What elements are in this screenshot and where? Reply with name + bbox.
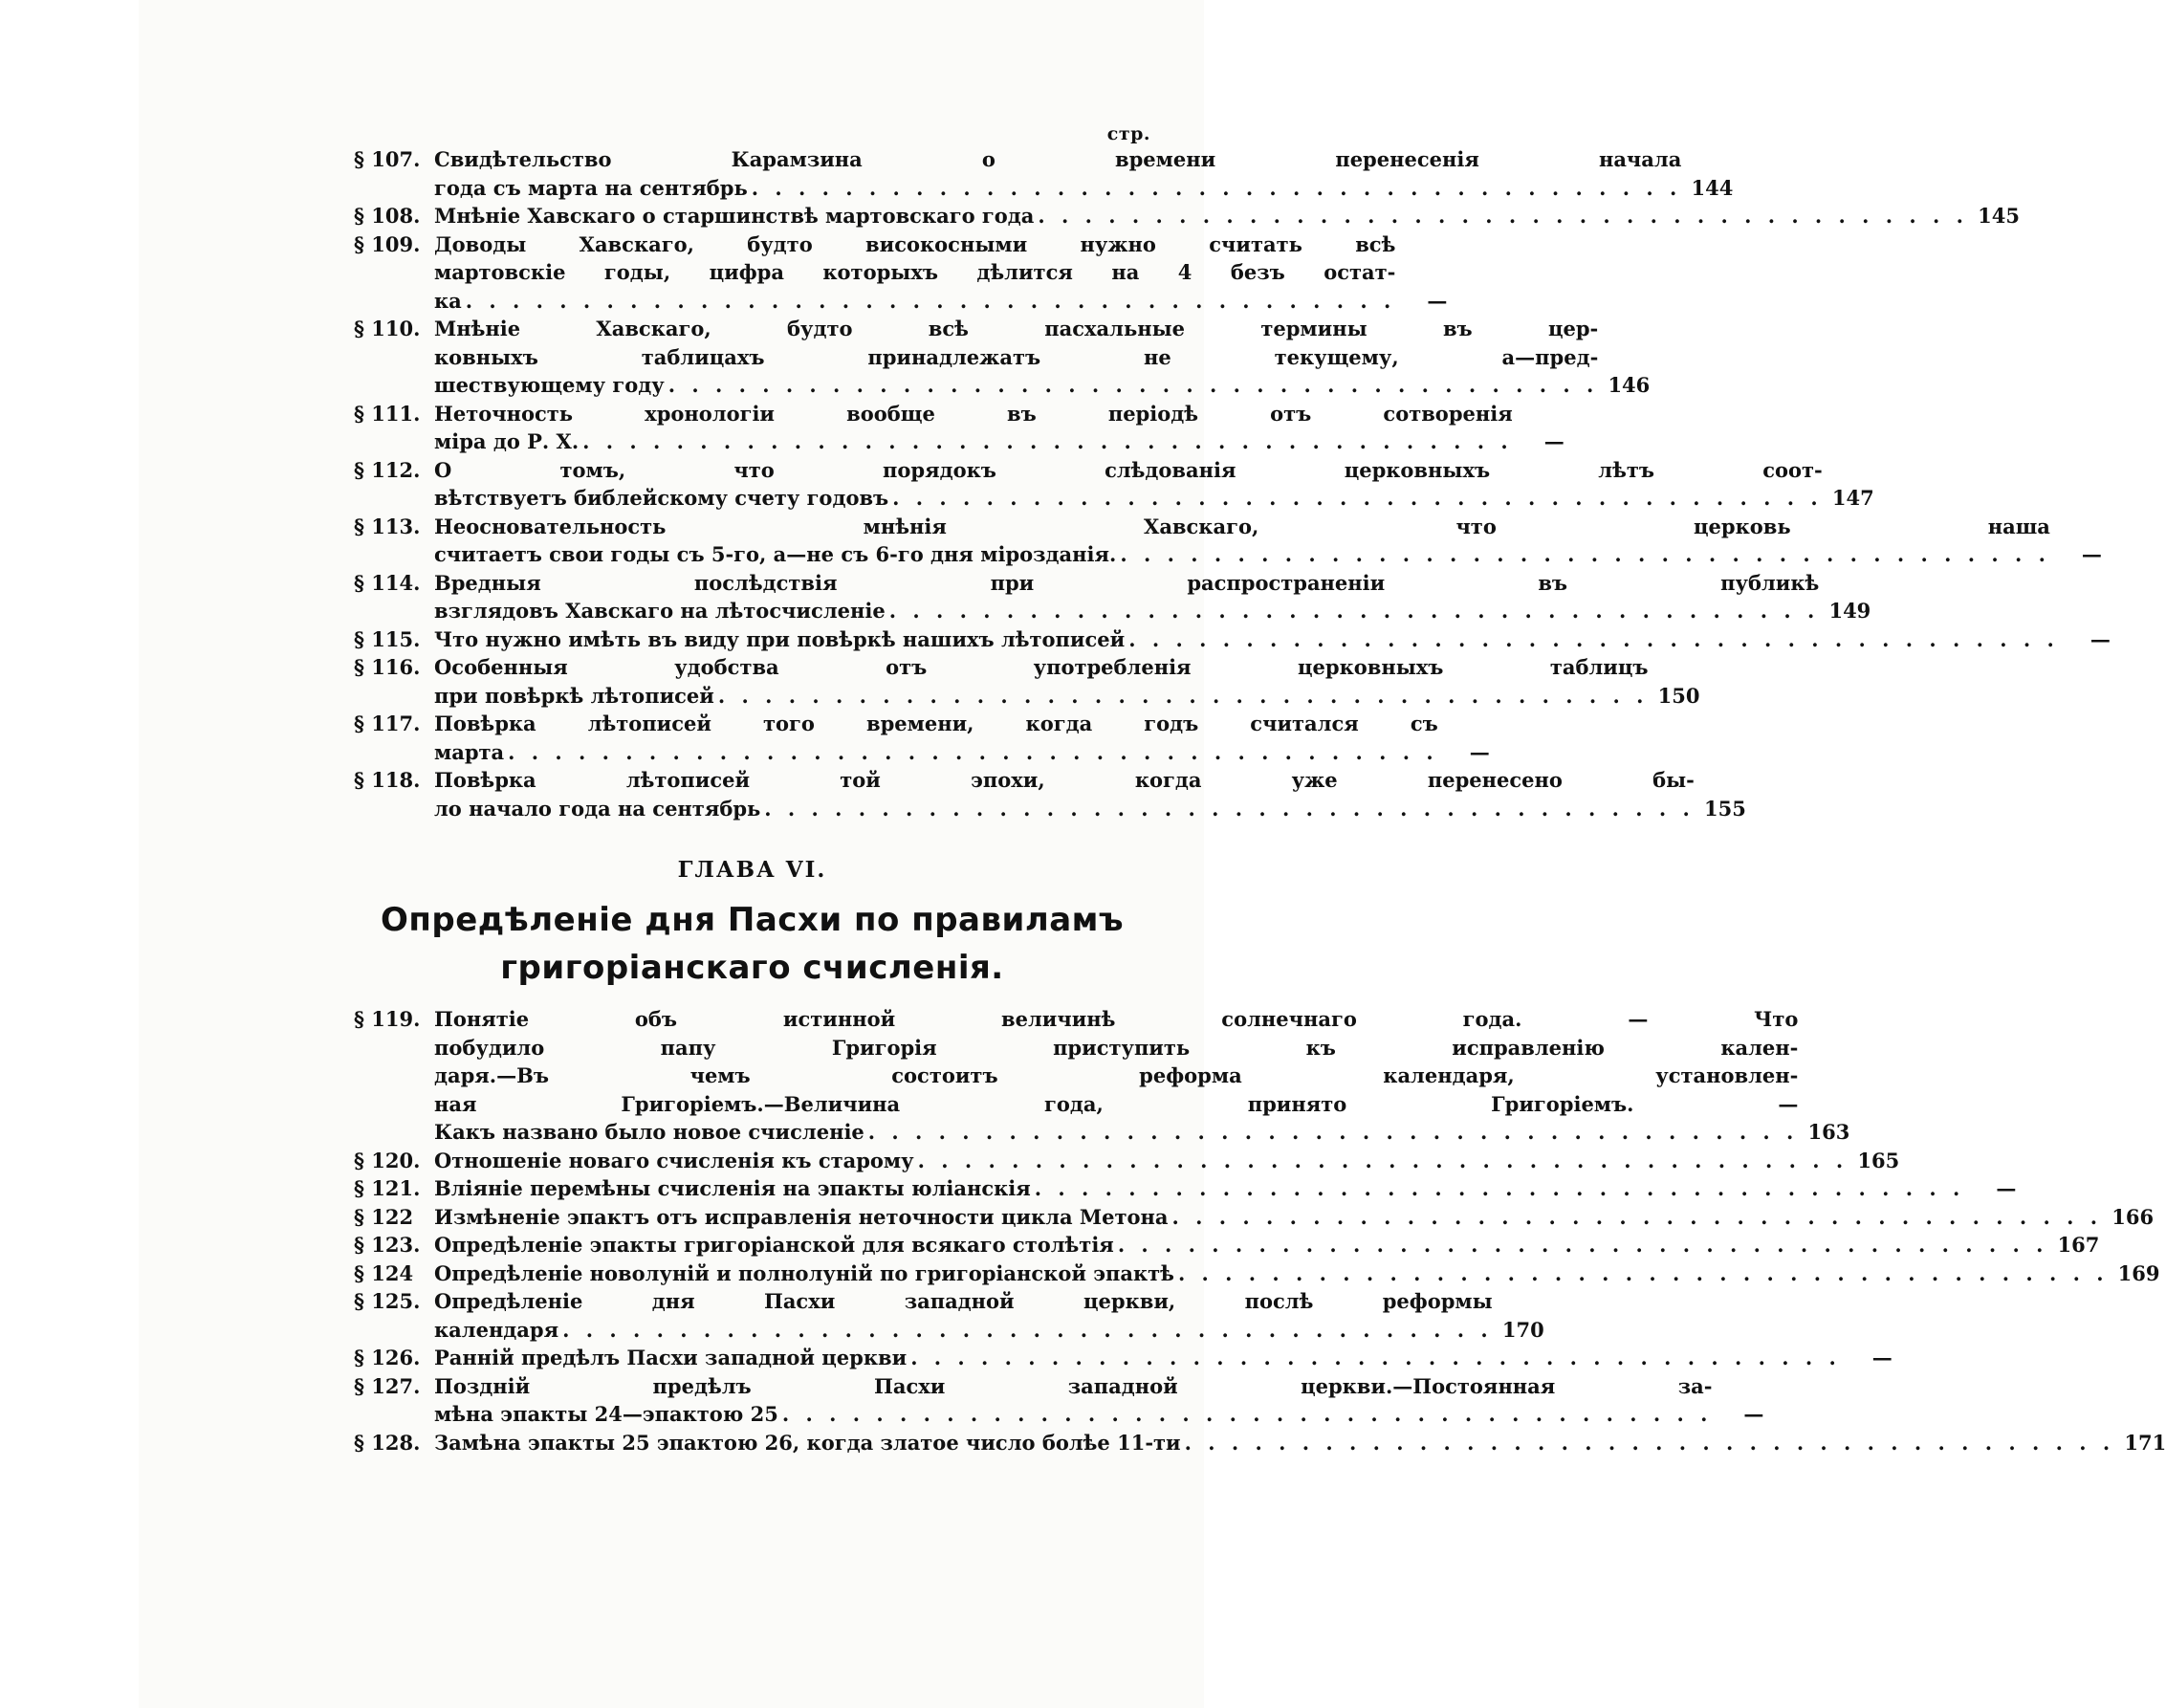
dot-leader: . . . . . . . . . . . . . . . . . . . . . . . . . . . . . . . . . . . . . . . . xyxy=(751,175,1682,200)
entry-text: взглядовъ Хавскаго на лѣтосчисленіе xyxy=(434,599,886,623)
entry-line xyxy=(434,427,1564,456)
entry-text: ка xyxy=(434,288,462,313)
entry-text: міра до Р. Х. xyxy=(434,429,580,453)
entry-text: Неосновательность мнѣнія Хавскаго, что церковь наша xyxy=(434,514,2050,538)
page-number: 146 xyxy=(1608,373,1651,397)
toc-list-chapter-v xyxy=(354,145,2111,822)
toc-entry xyxy=(354,1372,1764,1429)
entry-line xyxy=(434,710,1490,738)
entry-line xyxy=(434,315,1650,343)
toc-entry xyxy=(354,230,1448,316)
section-number: § 119. xyxy=(354,1007,421,1031)
section-number: § 111. xyxy=(354,401,421,426)
toc-entry xyxy=(354,1344,1893,1372)
section-number: § 108. xyxy=(354,204,421,228)
toc-entry xyxy=(354,1147,1900,1175)
entry-text: года съ марта на сентябрь xyxy=(434,175,748,200)
entry-line xyxy=(434,1147,1899,1175)
toc-entry xyxy=(354,1259,2160,1288)
section-number: § 121. xyxy=(354,1176,421,1200)
entry-line xyxy=(434,258,1447,287)
toc-entry xyxy=(354,145,1734,202)
toc-entry xyxy=(354,400,1564,456)
entry-line xyxy=(434,1316,1544,1345)
chapter-label: ГЛАВА VI. xyxy=(677,857,827,883)
dot-leader: . . . . . . . . . . . . . . . . . . . . . . . . . . . . . . . . . . . . . . . . xyxy=(917,1148,1849,1172)
toc-entry xyxy=(354,202,2020,230)
entry-text: Мнѣніе Хавскаго о старшинствѣ мартовскаго года xyxy=(434,204,1035,228)
dot-leader: . . . . . . . . . . . . . . . . . . . . . . . . . . . . . . . . . . . . . . . . xyxy=(888,599,1820,623)
toc-entry xyxy=(354,513,2102,569)
dot-leader: . . . . . . . . . . . . . . . . . . . . . . . . . . . . . . . . . . . . . . . . xyxy=(667,373,1599,397)
dot-leader: . . . . . . . . . . . . . . . . . . . . . . . . . . . . . . . . . . . . . . . . xyxy=(1177,1260,2109,1285)
page-number: — xyxy=(1996,1176,2017,1200)
section-number: § 113. xyxy=(354,514,421,538)
entry-text: Измѣненіе эпактъ отъ исправленія неточности цикла Метона xyxy=(434,1204,1169,1229)
entry-text: Замѣна эпакты 25 эпактою 26, когда златое число болѣе 11-ти xyxy=(434,1430,1181,1455)
section-number: § 107. xyxy=(354,147,421,171)
page-number: — xyxy=(1469,739,1490,764)
page-number: — xyxy=(1743,1402,1764,1426)
entry-text: при повѣркѣ лѣтописей xyxy=(434,683,714,708)
entry-line xyxy=(434,145,1733,174)
entry-line xyxy=(434,569,1871,598)
dot-leader: . . . . . . . . . . . . . . . . . . . . . . . . . . . . . . . . . . . . . . . . xyxy=(892,486,1823,510)
entry-text: Ранній предѣлъ Пасхи западной церкви xyxy=(434,1346,908,1369)
entry-text: Мнѣніе Хавскаго, будто всѣ пасхальные термины въ цер- xyxy=(434,317,1599,340)
page-number: — xyxy=(1543,429,1564,453)
entry-line xyxy=(434,1400,1763,1429)
entry-line xyxy=(434,795,1746,823)
page-number: 150 xyxy=(1657,683,1700,708)
entry-line xyxy=(434,1287,1544,1316)
entry-line xyxy=(434,1005,1849,1034)
page-number: — xyxy=(1871,1346,1893,1369)
entry-text: ная Григоріемъ.—Величина года, принято Григоріемъ. — xyxy=(434,1091,1799,1116)
entry-text: Опредѣленіе дня Пасхи западной церкви, послѣ реформы xyxy=(434,1289,1493,1313)
entry-text: шествующему году xyxy=(434,373,665,397)
section-number: § 124 xyxy=(354,1260,414,1285)
section-number: § 117. xyxy=(354,712,421,735)
page-number: 147 xyxy=(1831,486,1874,510)
entry-text: Повѣрка лѣтописей той эпохи, когда уже перенесено бы- xyxy=(434,768,1695,792)
page-number: 163 xyxy=(1807,1120,1850,1144)
dot-leader: . . . . . . . . . . . . . . . . . . . . . . . . . . . . . . . . . . . . . . . . xyxy=(867,1120,1799,1144)
section-number: § 123. xyxy=(354,1233,421,1257)
section-number: § 120. xyxy=(354,1148,421,1172)
dot-leader: . . . . . . . . . . . . . . . . . . . . . . . . . . . . . . . . . . . . . . . . xyxy=(465,288,1396,313)
entry-line xyxy=(434,766,1746,795)
toc-list-chapter-vi xyxy=(354,1005,2166,1456)
toc-entry xyxy=(354,766,1746,822)
toc-entry xyxy=(354,710,1490,766)
section-number: § 127. xyxy=(354,1373,421,1398)
toc-entry xyxy=(354,625,2111,654)
entry-text: Доводы Хавскаго, будто високосными нужно считать всѣ xyxy=(434,231,1396,256)
dot-leader: . . . . . . . . . . . . . . . . . . . . . . . . . . . . . . . . . . . . . . . . xyxy=(764,796,1695,821)
page-number: 170 xyxy=(1501,1317,1544,1342)
entry-text: марта xyxy=(434,739,505,764)
entry-line xyxy=(434,287,1447,316)
page-scan xyxy=(139,0,2166,1708)
dot-leader: . . . . . . . . . . . . . . . . . . . . . . . . . . . . . . . . . . . . . . . . xyxy=(781,1402,1713,1426)
entry-line xyxy=(434,456,1874,485)
entry-line xyxy=(434,174,1733,203)
page-number: 171 xyxy=(2124,1430,2166,1455)
entry-line xyxy=(434,371,1650,400)
dot-leader: . . . . . . . . . . . . . . . . . . . . . . . . . . . . . . . . . . . . . . . . xyxy=(562,1317,1493,1342)
section-number: § 126. xyxy=(354,1346,421,1369)
entry-line xyxy=(434,1090,1849,1119)
section-number: § 115. xyxy=(354,626,421,651)
entry-line xyxy=(434,343,1650,372)
entry-line xyxy=(434,625,2111,654)
toc-entry xyxy=(354,569,1871,625)
toc-entry xyxy=(354,1429,2166,1457)
chapter-title xyxy=(354,896,1150,992)
entry-line xyxy=(434,1344,1893,1372)
dot-leader: . . . . . . . . . . . . . . . . . . . . . . . . . . . . . . . . . . . . . . . . xyxy=(1171,1204,2103,1229)
entry-line xyxy=(434,484,1874,513)
entry-text: Поздній предѣлъ Пасхи западной церкви.—Постоянная за- xyxy=(434,1373,1713,1398)
entry-line xyxy=(434,400,1564,428)
entry-text: даря.—Въ чемъ состоитъ реформа календаря, установлен- xyxy=(434,1063,1799,1087)
page-number: — xyxy=(1427,288,1448,313)
entry-text: Свидѣтельство Карамзина о времени перенесенія начала xyxy=(434,147,1682,171)
toc-entry xyxy=(354,1203,2155,1232)
page-column-label: стр. xyxy=(1106,123,1150,144)
page-number: 167 xyxy=(2057,1233,2100,1257)
toc-entry xyxy=(354,1231,2100,1259)
entry-text: мѣна эпакты 24—эпактою 25 xyxy=(434,1402,778,1426)
entry-line xyxy=(434,540,2102,569)
page-number: 149 xyxy=(1828,599,1871,623)
toc-entry xyxy=(354,1174,2017,1203)
section-number: § 118. xyxy=(354,768,421,792)
page-number: 169 xyxy=(2117,1260,2160,1285)
entry-line xyxy=(434,1174,2016,1203)
table-of-contents xyxy=(354,122,2166,1456)
entry-text: Опредѣленіе эпакты григоріанской для всякаго столѣтія xyxy=(434,1233,1114,1257)
dot-leader: . . . . . . . . . . . . . . . . . . . . . . . . . . . . . . . . . . . . . . . . xyxy=(1038,204,1968,228)
page-number: 144 xyxy=(1691,175,1734,200)
dot-leader: . . . . . . . . . . . . . . . . . . . . . . . . . . . . . . . . . . . . . . . . xyxy=(910,1346,1841,1369)
dot-leader: . . . . . . . . . . . . . . . . . . . . . . . . . . . . . . . . . . . . . . . . xyxy=(508,739,1438,764)
section-number: § 112. xyxy=(354,457,421,482)
entry-text: Отношеніе новаго счисленія къ старому xyxy=(434,1148,914,1172)
page-number: — xyxy=(2081,542,2102,566)
dot-leader: . . . . . . . . . . . . . . . . . . . . . . . . . . . . . . . . . . . . . . . . xyxy=(582,429,1513,453)
entry-line xyxy=(434,202,2020,230)
page-number: 165 xyxy=(1857,1148,1900,1172)
entry-line xyxy=(434,597,1871,625)
entry-line xyxy=(434,1259,2160,1288)
entry-text: Понятіе объ истинной величинѣ солнечнаго года. — Что xyxy=(434,1007,1799,1031)
section-number: § 114. xyxy=(354,570,421,595)
dot-leader: . . . . . . . . . . . . . . . . . . . . . . . . . . . . . . . . . . . . . . . . xyxy=(717,683,1649,708)
section-number: § 122 xyxy=(354,1204,414,1229)
dot-leader: . . . . . . . . . . . . . . . . . . . . . . . . . . . . . . . . . . . . . . . . xyxy=(1184,1430,2115,1455)
entry-line xyxy=(434,1062,1849,1090)
entry-text: Опредѣленіе новолуній и полнолуній по григоріанской эпактѣ xyxy=(434,1260,1174,1285)
entry-line xyxy=(434,653,1699,682)
section-number: § 109. xyxy=(354,231,421,256)
section-number: § 128. xyxy=(354,1430,421,1455)
entry-text: Что нужно имѣть въ виду при повѣркѣ нашихъ лѣтописей xyxy=(434,626,1126,651)
toc-entry xyxy=(354,1005,1850,1147)
entry-text: ковныхъ таблицахъ принадлежатъ не текущему, а—пред- xyxy=(434,344,1599,369)
entry-line xyxy=(434,1372,1763,1401)
entry-text: Неточность хронологіи вообще въ періодѣ отъ сотворенія xyxy=(434,401,1513,426)
entry-text: считаетъ свои годы съ 5-го, а—не съ 6-го дня мірозданія. xyxy=(434,542,1117,566)
section-number: § 125. xyxy=(354,1289,421,1313)
entry-line xyxy=(434,1231,2099,1259)
entry-text: мартовскіе годы, цифра которыхъ дѣлится на 4 безъ остат- xyxy=(434,260,1396,284)
chapter-title-line-1: Опредѣленіе дня Пасхи по правиламъ xyxy=(380,901,1125,939)
entry-line xyxy=(434,1034,1849,1062)
entry-text: календаря xyxy=(434,1317,559,1342)
entry-line xyxy=(434,513,2102,541)
page-number: 145 xyxy=(1978,204,2020,228)
entry-line xyxy=(434,1429,2166,1457)
entry-text: Какъ названо было новое счисленіе xyxy=(434,1120,864,1144)
toc-entry xyxy=(354,456,1874,513)
dot-leader: . . . . . . . . . . . . . . . . . . . . . . . . . . . . . . . . . . . . . . . . xyxy=(1117,1233,2048,1257)
dot-leader: . . . . . . . . . . . . . . . . . . . . . . . . . . . . . . . . . . . . . . . . xyxy=(1120,542,2050,566)
entry-text: Особенныя удобства отъ употребленія церковныхъ таблицъ xyxy=(434,655,1649,679)
dot-leader: . . . . . . . . . . . . . . . . . . . . . . . . . . . . . . . . . . . . . . . . xyxy=(1034,1176,1965,1200)
entry-text: Повѣрка лѣтописей того времени, когда годъ считался съ xyxy=(434,712,1438,735)
entry-text: Вліяніе перемѣны счисленія на эпакты юліанскія xyxy=(434,1176,1031,1200)
entry-line xyxy=(434,1118,1849,1147)
toc-entry xyxy=(354,653,1700,710)
toc-entry xyxy=(354,1287,1544,1344)
entry-text: ло начало года на сентябрь xyxy=(434,796,761,821)
page-number: 166 xyxy=(2111,1204,2155,1229)
entry-line xyxy=(434,1203,2154,1232)
chapter-title-line-2: григоріанскаго счисленія. xyxy=(500,949,1004,987)
entry-text: Вредныя послѣдствія при распространеніи въ публикѣ xyxy=(434,570,1820,595)
section-number: § 110. xyxy=(354,317,421,340)
entry-text: вѣтствуетъ библейскому счету годовъ xyxy=(434,486,889,510)
page-number: — xyxy=(2089,626,2111,651)
page-number: 155 xyxy=(1704,796,1746,821)
entry-text: О томъ, что порядокъ слѣдованія церковныхъ лѣтъ соот- xyxy=(434,457,1823,482)
entry-line xyxy=(434,682,1699,711)
toc-entry xyxy=(354,315,1651,400)
section-number: § 116. xyxy=(354,655,421,679)
entry-text: побудило папу Григорія приступить къ исправленію кален- xyxy=(434,1035,1799,1060)
entry-line xyxy=(434,230,1447,259)
entry-line xyxy=(434,738,1490,767)
dot-leader: . . . . . . . . . . . . . . . . . . . . . . . . . . . . . . . . . . . . . . . . xyxy=(1128,626,2059,651)
